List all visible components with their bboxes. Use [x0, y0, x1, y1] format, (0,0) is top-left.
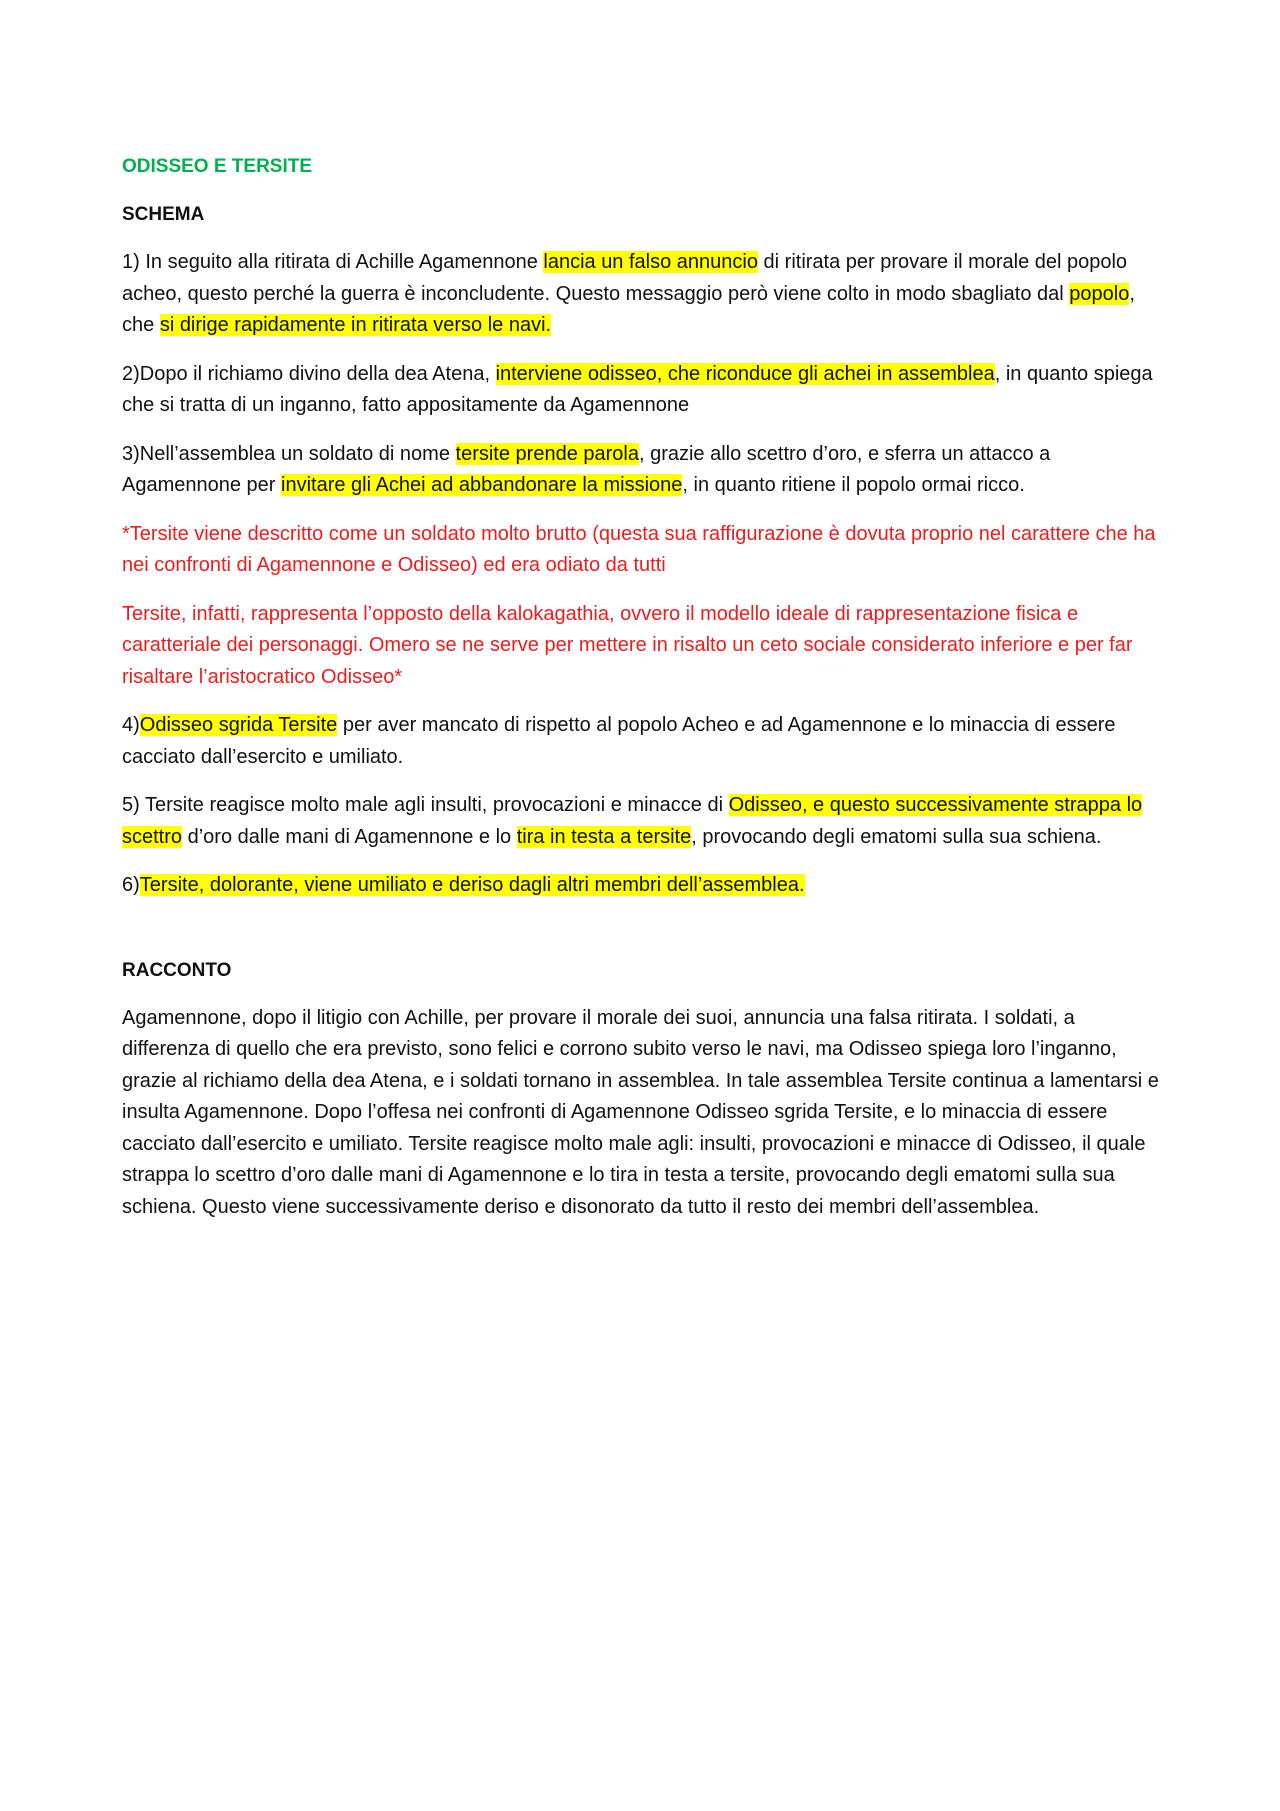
document-title: ODISSEO E TERSITE — [122, 156, 313, 177]
section-spacer — [122, 919, 1160, 959]
highlighted-text: Odisseo, e questo successivamente strappa lo scettro — [122, 794, 1143, 848]
text-segment: di ritirata per provare il morale del popolo acheo, questo perché la guerra è inconcludente. Questo messaggio però viene colto in modo sbagliato dal — [122, 251, 1128, 305]
racconto-heading: RACCONTO — [122, 959, 232, 981]
highlighted-text: popolo — [1069, 282, 1130, 305]
schema-item-5 — [122, 790, 1162, 853]
text-segment: 2)Dopo il richiamo divino della dea Atena, — [122, 362, 496, 385]
racconto-paragraph: Agamennone, dopo il litigio con Achille, per provare il morale dei suoi, annuncia una falsa ritirata. I soldati, a differenza di quello che era previsto, sono felici e corrono subito verso le navi, ma Odisseo spiega loro l’inganno, grazie al richiamo della dea Atena, e i soldati tornano in assemblea. In tale assemblea Tersite continua a lamentarsi e insulta Agamennone. Dopo l’offesa nei confronti di Agamennone Odisseo sgrida Tersite, e lo minaccia di essere cacciato dall’esercito e umiliato. Tersite reagisce molto male agli: insulti, provocazioni e minacce di Odisseo, il quale strappa lo scettro d’oro dalle mani di Agamennone e lo tira in testa a tersite, provocando degli ematomi sulla sua schiena. Questo viene successivamente deriso e disonorato da tutto il resto dei membri dell’assemblea. — [122, 1006, 1159, 1218]
text-segment: *Tersite viene descritto come un soldato molto brutto (questa sua raffigurazione è dovuta proprio nel carattere che ha nei confronti di Agamennone e Odisseo) ed era odiato da tutti — [122, 522, 1156, 576]
schema-note-1 — [122, 519, 1162, 582]
schema-list — [122, 247, 1160, 902]
highlighted-text: tira in testa a tersite — [516, 825, 692, 848]
text-segment: per aver mancato di rispetto al popolo Acheo e ad Agamennone e lo minaccia di essere cacciato dall’esercito e umiliato. — [122, 714, 1116, 768]
schema-item-4 — [122, 710, 1162, 773]
highlighted-text: si dirige rapidamente in ritirata verso le navi. — [159, 314, 552, 336]
schema-note-2 — [122, 599, 1162, 694]
schema-item-2 — [122, 359, 1162, 422]
text-segment: 3)Nell’assemblea un soldato di nome — [122, 442, 456, 465]
text-segment: , che — [122, 282, 1135, 336]
text-segment: 1) In seguito alla ritirata di Achille Agamennone — [122, 251, 544, 273]
text-segment: 4) — [122, 714, 140, 736]
highlighted-text: Tersite, dolorante, viene umiliato e deriso dagli altri membri dell’assemblea. — [139, 874, 805, 896]
text-segment: d’oro dalle mani di Agamennone e lo — [182, 825, 517, 848]
schema-item-6 — [122, 870, 1162, 902]
highlighted-text: interviene odisseo, che riconduce gli achei in assemblea — [495, 362, 995, 385]
text-segment: , in quanto spiega che si tratta di un inganno, fatto appositamente da Agamennone — [122, 362, 1153, 416]
text-segment: , grazie allo scettro d’oro, e sferra un attacco a Agamennone per — [122, 442, 1051, 496]
highlighted-text: Odisseo sgrida Tersite — [139, 714, 338, 736]
schema-item-3 — [122, 439, 1162, 502]
highlighted-text: lancia un falso annuncio — [543, 251, 758, 273]
text-segment: 5) Tersite reagisce molto male agli insulti, provocazioni e minacce di — [122, 794, 729, 816]
text-segment: 6) — [122, 874, 140, 896]
schema-heading: SCHEMA — [122, 204, 205, 225]
text-segment: , in quanto ritiene il popolo ormai ricco. — [682, 474, 1025, 496]
schema-item-1 — [122, 247, 1162, 342]
highlighted-text: invitare gli Achei ad abbandonare la missione — [281, 474, 683, 496]
text-segment: Tersite, infatti, rappresenta l’opposto della kalokagathia, ovvero il modello ideale di rappresentazione fisica e caratteriale dei personaggi. Omero se ne serve per mettere in risalto un ceto sociale considerato inferiore e per far risaltare l’aristocratico Odisseo* — [122, 602, 1133, 688]
text-segment: , provocando degli ematomi sulla sua schiena. — [691, 825, 1102, 848]
highlighted-text: tersite prende parola — [455, 442, 639, 465]
